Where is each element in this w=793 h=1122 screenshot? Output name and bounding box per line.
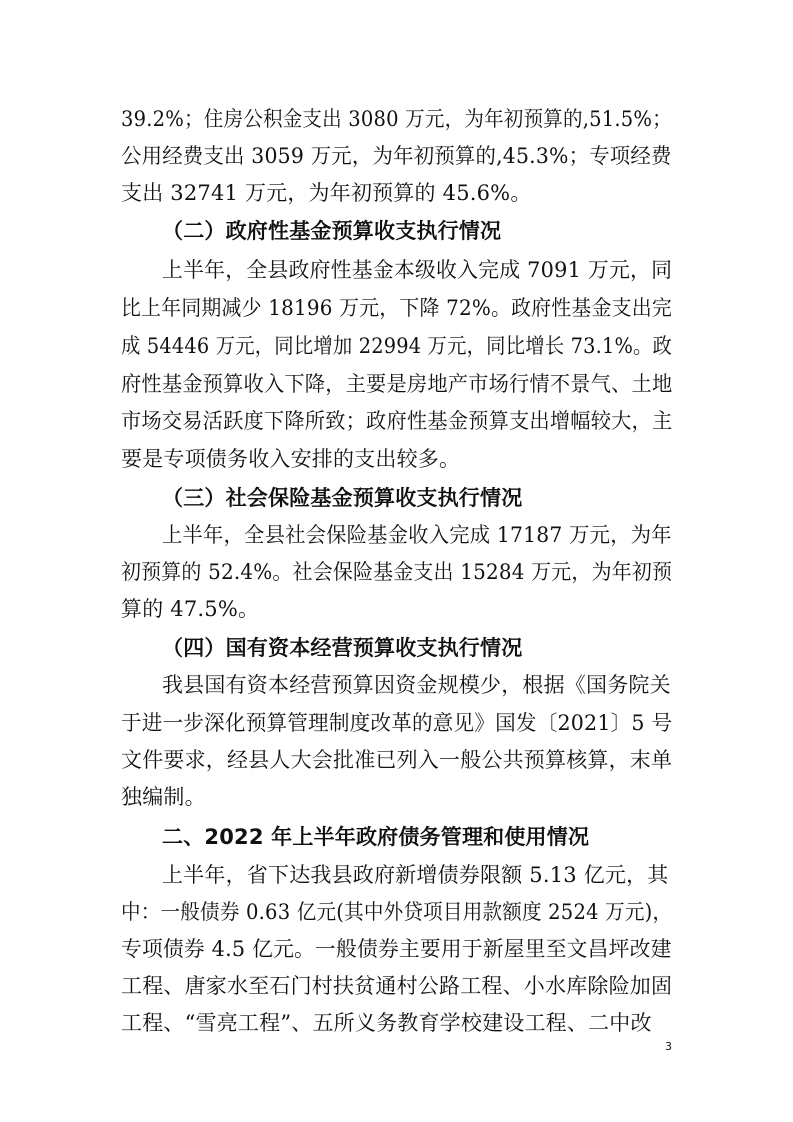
body-line: 公用经费支出 3059 万元，为年初预算的,45.3%；专项经费 <box>121 144 672 168</box>
page-number: 3 <box>665 1040 672 1053</box>
body-line: 算的 47.5%。 <box>121 597 260 621</box>
body-line: 专项债券 4.5 亿元。一般债券主要用于新屋里至文昌坪改建 <box>121 937 672 961</box>
body-line: 市场交易活跃度下降所致；政府性基金预算支出增幅较大，主 <box>121 409 673 433</box>
section-heading: 二、2022 年上半年政府债务管理和使用情况 <box>162 825 590 849</box>
body-line: 独编制。 <box>121 785 206 809</box>
body-line: 支出 32741 万元，为年初预算的 45.6%。 <box>121 181 532 205</box>
section-heading: （三）社会保险基金预算收支执行情况 <box>162 486 523 510</box>
body-line: 中：一般债券 0.63 亿元(其中外贷项目用款额度 2524 万元)， <box>121 900 673 924</box>
body-line: 我县国有资本经营预算因资金规模少，根据《国务院关 <box>162 673 671 697</box>
body-line: 成 54446 万元，同比增加 22994 万元，同比增长 73.1%。政 <box>121 334 673 358</box>
body-line: 上半年，全县政府性基金本级收入完成 7091 万元，同 <box>162 258 673 282</box>
body-line: 府性基金预算收入下降，主要是房地产市场行情不景气、土地 <box>121 372 673 396</box>
body-line: 工程、“雪亮工程”、五所义务教育学校建设工程、二中改 <box>121 1011 652 1035</box>
body-line: 上半年，全县社会保险基金收入完成 17187 万元，为年 <box>162 523 672 547</box>
body-line: 文件要求，经县人大会批准已列入一般公共预算核算，末单 <box>121 748 673 772</box>
section-heading: （四）国有资本经营预算收支执行情况 <box>162 636 523 660</box>
body-line: 于进一步深化预算管理制度改革的意见》国发〔2021〕5 号 <box>121 711 673 735</box>
body-line: 上半年，省下达我县政府新增债券限额 5.13 亿元，其 <box>162 863 669 887</box>
body-line: 39.2%；住房公积金支出 3080 万元，为年初预算的,51.5%； <box>121 107 672 131</box>
section-heading: （二）政府性基金预算收支执行情况 <box>162 219 502 243</box>
body-line: 初预算的 52.4%。社会保险基金支出 15284 万元，为年初预 <box>121 560 673 584</box>
body-line: 工程、唐家水至石门村扶贫通村公路工程、小水库除险加固 <box>121 974 673 998</box>
body-line: 要是专项债务收入安排的支出较多。 <box>121 447 461 471</box>
body-line: 比上年同期减少 18196 万元，下降 72%。政府性基金支出完 <box>121 296 672 320</box>
